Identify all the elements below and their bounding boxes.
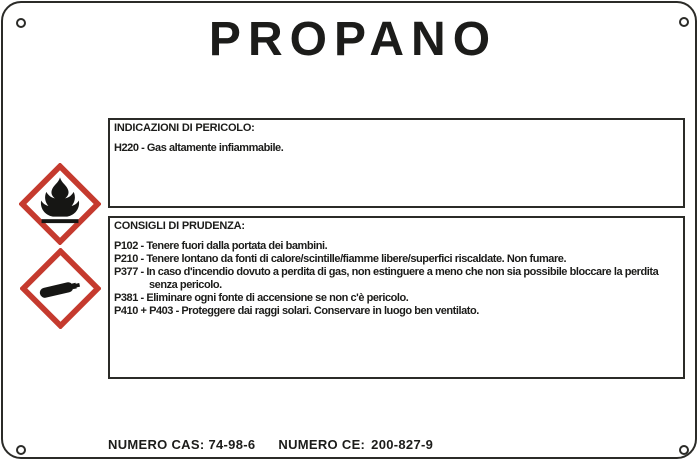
registry-numbers bbox=[108, 438, 433, 451]
hazard-statement: H220 - Gas altamente infiammabile. bbox=[114, 142, 284, 154]
precaution-box-heading: CONSIGLI DI PRUDENZA: bbox=[114, 220, 245, 232]
precaution-statements-box bbox=[108, 216, 685, 379]
cas-number-label: NUMERO CAS: bbox=[108, 437, 205, 452]
hazard-box-heading: INDICAZIONI DI PERICOLO: bbox=[114, 122, 255, 134]
precaution-statement-list bbox=[114, 240, 678, 318]
ce-number-value: 200-827-9 bbox=[371, 437, 434, 452]
cas-number-value: 74-98-6 bbox=[208, 437, 256, 452]
hazard-statement-list bbox=[114, 142, 678, 155]
screw-hole-bottom-right bbox=[679, 445, 689, 455]
ce-number-label: NUMERO CE: bbox=[278, 437, 366, 452]
precaution-statement: P102 - Tenere fuori dalla portata dei bambini. bbox=[114, 240, 328, 252]
flame-icon bbox=[19, 163, 101, 245]
precaution-statement: P381 - Eliminare ogni fonte di accensione se non c'è pericolo. bbox=[114, 292, 409, 304]
sign-plate bbox=[1, 1, 697, 459]
screw-hole-bottom-left bbox=[16, 445, 26, 455]
page-title: PROPANO bbox=[208, 13, 498, 66]
hazard-statements-box bbox=[108, 118, 685, 208]
precaution-statement: P377 - In caso d'incendio dovuto a perdita di gas, non estinguere a meno che non sia possibile bloccare la perdita senza pericolo. bbox=[114, 266, 659, 291]
gas-cylinder-icon bbox=[20, 248, 101, 329]
precaution-statement: P410 + P403 - Proteggere dai raggi solari. Conservare in luogo ben ventilato. bbox=[114, 305, 479, 317]
precaution-statement: P210 - Tenere lontano da fonti di calore/scintille/fiamme libere/superfici riscaldate. Non fumare. bbox=[114, 253, 567, 265]
